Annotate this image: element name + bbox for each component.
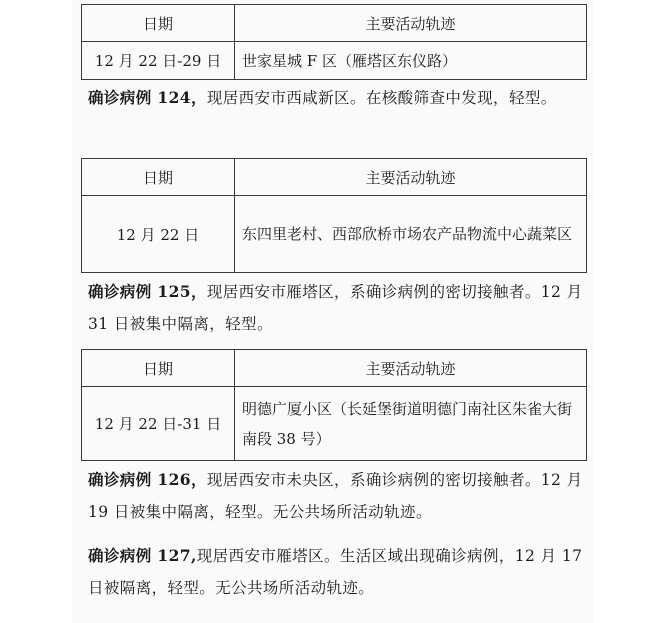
date-cell: 12 月 22 日-31 日 bbox=[82, 387, 235, 461]
date-header: 日期 bbox=[82, 350, 235, 387]
table-row bbox=[82, 42, 587, 80]
case-label: 确诊病例 124 bbox=[88, 88, 191, 107]
case-text: 现居西安市未央区，系确诊病例的密切接触者。12 月 19 日被集中隔离，轻型。无公共场所活动轨迹。 bbox=[88, 471, 583, 521]
date-cell: 12 月 22 日 bbox=[82, 196, 235, 273]
case-label: 确诊病例 125 bbox=[88, 282, 191, 301]
table-row bbox=[82, 387, 587, 461]
case-paragraph bbox=[88, 540, 592, 604]
case-paragraph bbox=[88, 82, 592, 114]
activity-header: 主要活动轨迹 bbox=[235, 5, 587, 42]
table-header-row bbox=[82, 5, 587, 42]
case-text: 现居西安市雁塔区。生活区域出现确诊病例，12 月 17 日被隔离，轻型。无公共场所活动轨迹。 bbox=[88, 547, 583, 597]
case-paragraph bbox=[88, 276, 592, 340]
activity-table bbox=[81, 4, 587, 80]
case-label: 确诊病例 127 bbox=[88, 546, 191, 565]
case-paragraph bbox=[88, 464, 592, 528]
activity-table bbox=[81, 158, 587, 273]
activity-cell: 东四里老村、西部欣桥市场农产品物流中心蔬菜区 bbox=[235, 196, 587, 273]
activity-table bbox=[81, 349, 587, 461]
activity-header: 主要活动轨迹 bbox=[235, 350, 587, 387]
case-label: 确诊病例 126 bbox=[88, 470, 191, 489]
case-separator: ， bbox=[190, 282, 207, 301]
case-separator: ， bbox=[190, 88, 207, 107]
date-header: 日期 bbox=[82, 5, 235, 42]
date-cell: 12 月 22 日-29 日 bbox=[82, 42, 235, 80]
table-header-row bbox=[82, 350, 587, 387]
case-separator: ， bbox=[190, 470, 207, 489]
case-separator: , bbox=[190, 546, 197, 565]
activity-cell: 世家星城 F 区（雁塔区东仪路） bbox=[235, 42, 587, 80]
activity-header: 主要活动轨迹 bbox=[235, 159, 587, 196]
activity-cell: 明德广厦小区（长延堡街道明德门南社区朱雀大街南段 38 号） bbox=[235, 387, 587, 461]
table-row bbox=[82, 196, 587, 273]
table-header-row bbox=[82, 159, 587, 196]
case-text: 现居西安市西咸新区。在核酸筛查中发现，轻型。 bbox=[206, 89, 557, 107]
case-text: 现居西安市雁塔区，系确诊病例的密切接触者。12 月 31 日被集中隔离，轻型。 bbox=[88, 283, 583, 333]
date-header: 日期 bbox=[82, 159, 235, 196]
